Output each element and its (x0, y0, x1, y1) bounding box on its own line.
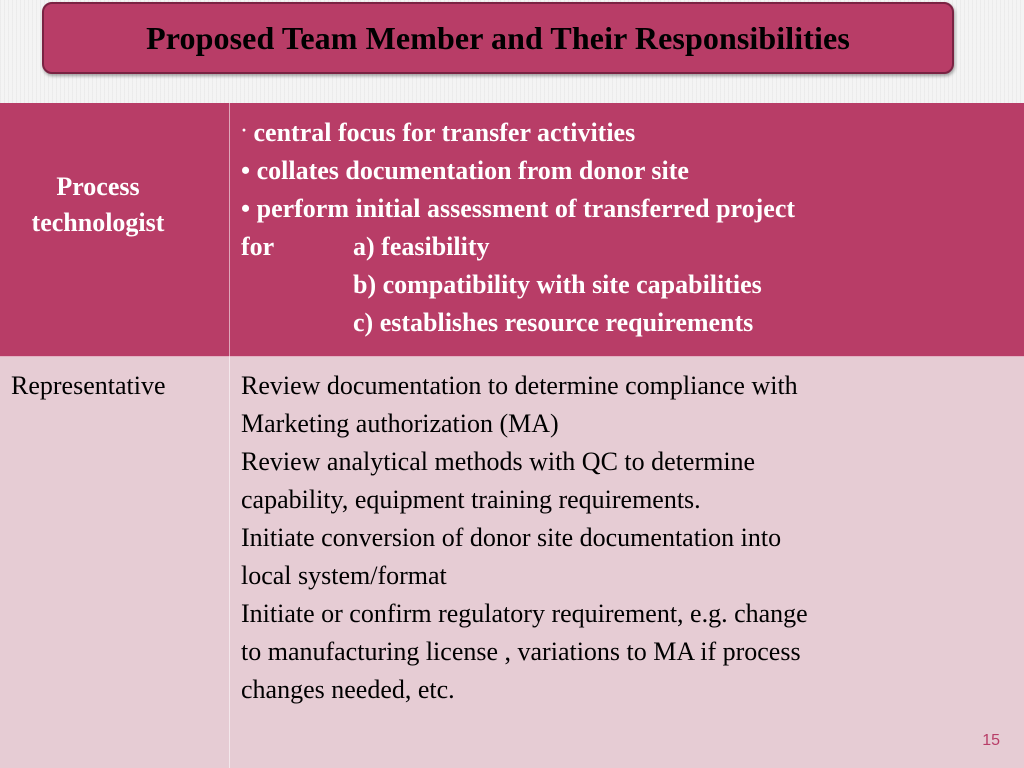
responsibility-subitem: b) compatibility with site capabilities (353, 270, 762, 299)
responsibility-text: central focus for transfer activities (253, 118, 636, 147)
responsibility-line: changes needed, etc. (241, 675, 455, 704)
slide-title: Proposed Team Member and Their Responsibilities (146, 19, 850, 56)
row-separator (0, 356, 1024, 357)
responsibility-line: local system/format (241, 561, 447, 590)
responsibility-text: collates documentation from donor site (256, 156, 689, 185)
bullet-icon: • (241, 156, 251, 185)
responsibility-line: Marketing authorization (MA) (241, 409, 559, 438)
role-cell-representative: Representative (11, 371, 166, 400)
responsibility-item (241, 152, 1011, 190)
role-cell-process-technologist (0, 169, 196, 241)
responsibility-text: for (241, 232, 275, 261)
bullet-icon: · (241, 120, 248, 140)
responsibility-subitem: c) establishes resource requirements (353, 308, 754, 337)
bullet-icon: • (241, 194, 251, 223)
responsibility-subitem (241, 228, 1011, 266)
slide-title-box (42, 2, 954, 74)
responsibility-line: Review analytical methods with QC to determine (241, 447, 756, 476)
responsibility-text: perform initial assessment of transferred project (256, 194, 796, 223)
role-label-line: technologist (31, 208, 165, 237)
page-number: 15 (982, 732, 1000, 749)
responsibility-text: a) feasibility (353, 232, 490, 261)
column-divider (229, 103, 230, 768)
responsibilities-table (0, 103, 1024, 768)
responsibility-line: to manufacturing license , variations to MA if process (241, 637, 801, 666)
responsibility-line: Review documentation to determine compliance with (241, 371, 798, 400)
responsibilities-cell-representative (241, 367, 1011, 709)
responsibility-item (241, 111, 1011, 152)
responsibility-line: Initiate or confirm regulatory requirement, e.g. change (241, 599, 808, 628)
responsibility-line: Initiate conversion of donor site documentation into (241, 523, 782, 552)
responsibility-line: capability, equipment training requirements. (241, 485, 701, 514)
responsibility-item (241, 190, 1011, 228)
role-label-line: Process (56, 172, 140, 201)
responsibilities-cell-process-technologist (241, 111, 1011, 342)
